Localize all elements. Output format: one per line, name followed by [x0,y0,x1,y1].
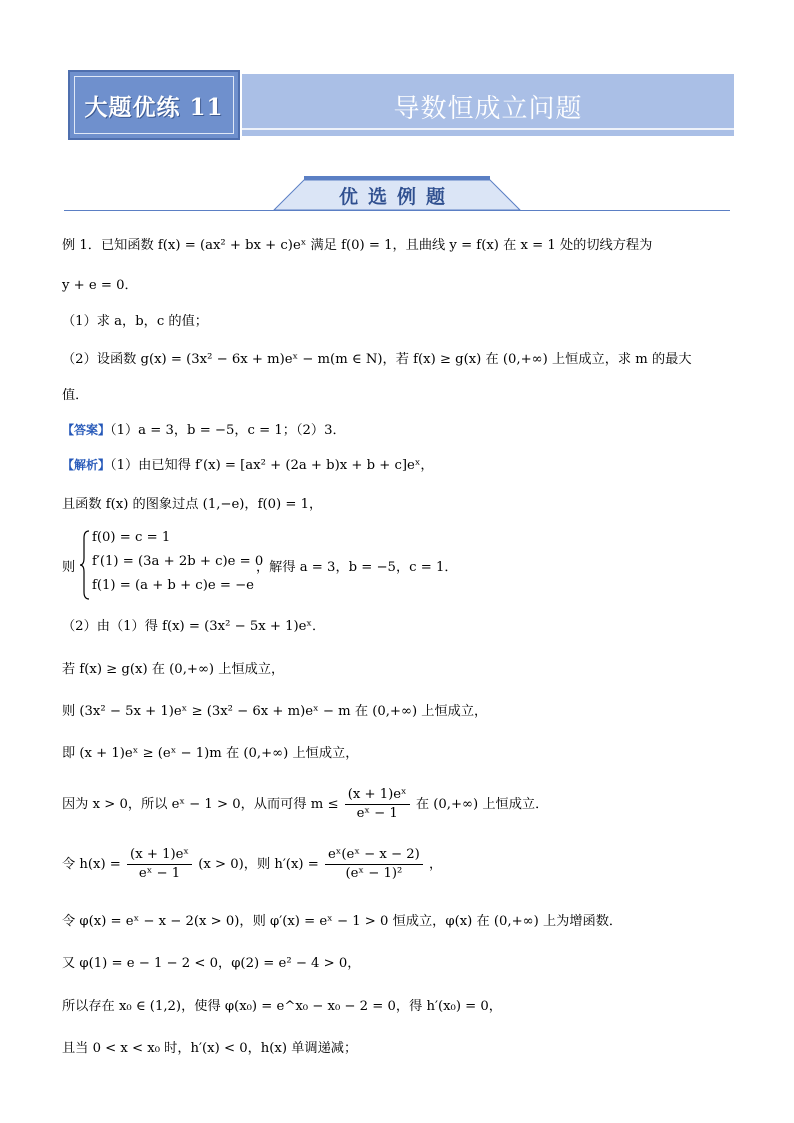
fraction-m-bound [345,786,410,823]
solution-line-4: 若 f(x) ≥ g(x) 在 (0,+∞) 上恒成立， [62,662,285,677]
solution-tag: 【解析】 [62,458,111,472]
system-eq-1: f(0) = c = 1 [92,530,171,545]
problem-statement: 例 1．已知函数 f(x) = (ax² + bx + c)eˣ 满足 f(0) = 1，且曲线 y = f(x) 在 x = 1 处的切线方程为 [62,238,653,253]
solution-line-12: 且当 0 < x < x₀ 时，h′(x) < 0，h(x) 单调递减； [62,1041,358,1056]
fraction-h-prime [325,846,423,883]
answer-tag: 【答案】 [62,423,111,437]
system-result: ，解得 a = 3，b = −5，c = 1． [256,560,458,575]
fraction-hp-denominator: (eˣ − 1)² [345,866,403,881]
solution-line-7 [62,786,548,823]
solution-line-5: 则 (3x² − 5x + 1)eˣ ≥ (3x² − 6x + m)eˣ − m 在 (0,+∞) 上恒成立， [62,704,488,719]
section-title: 优选例题 [338,186,455,208]
fraction-hp-numerator: eˣ(eˣ − x − 2) [325,846,423,865]
solution-text-1: （1）由已知得 f′(x) = [ax² + (2a + b)x + b + c]eˣ， [110,458,434,473]
solution-line-10: 又 φ(1) = e − 1 − 2 < 0，φ(2) = e² − 4 > 0， [62,956,361,971]
question-2-cont: 值． [62,388,89,403]
solution-line-11: 所以存在 x₀ ∈ (1,2)，使得 φ(x₀) = e^x₀ − x₀ − 2 = 0，得 h′(x₀) = 0， [62,999,502,1014]
line8-text-c: ， [428,857,443,872]
section-rule [64,210,730,211]
answer-text: （1）a = 3，b = −5，c = 1；（2）3． [110,423,346,438]
system-eq-2: f′(1) = (3a + 2b + c)e = 0 [92,554,264,569]
line7-text-a: 因为 x > 0，所以 eˣ − 1 > 0，从而可得 m ≤ [62,797,339,812]
question-2: （2）设函数 g(x) = (3x² − 6x + m)eˣ − m(m ∈ N)，若 f(x) ≥ g(x) 在 (0,+∞) 上恒成立，求 m 的最大 [62,352,692,367]
banner-label-box [68,70,240,140]
solution-line-9: 令 φ(x) = eˣ − x − 2(x > 0)，则 φ′(x) = eˣ − 1 > 0 恒成立，φ(x) 在 (0,+∞) 上为增函数． [62,914,623,929]
fraction-h-denominator: eˣ − 1 [138,866,181,881]
fraction-h [127,846,192,883]
solution-line-2: 且函数 f(x) 的图象过点 (1,−e)，f(0) = 1， [62,497,323,512]
line8-text-a: 令 h(x) = [62,857,121,872]
fraction-denominator: eˣ − 1 [356,806,398,821]
problem-statement-cont: y + e = 0． [62,278,138,293]
equation-system [62,528,582,602]
section-header [64,170,730,214]
question-1: （1）求 a，b，c 的值； [62,314,208,329]
system-prefix: 则 [62,560,76,575]
page-title: 导数恒成立问题 [393,94,583,124]
fraction-h-numerator: (x + 1)eˣ [127,846,192,865]
left-brace [80,530,90,600]
solution-line-8 [62,846,442,883]
title-banner [68,70,734,140]
system-eq-3: f(1) = (a + b + c)e = −e [92,578,254,593]
line8-text-b: (x > 0)，则 h′(x) = [198,857,319,872]
answer-line [62,420,346,441]
line7-text-b: 在 (0,+∞) 上恒成立． [415,797,549,812]
solution-line-1 [62,455,434,476]
solution-line-6: 即 (x + 1)eˣ ≥ (eˣ − 1)m 在 (0,+∞) 上恒成立， [62,746,359,761]
solution-line-3: （2）由（1）得 f(x) = (3x² − 5x + 1)eˣ． [62,619,326,634]
banner-label: 大题优练 11 [84,94,224,121]
fraction-numerator: (x + 1)eˣ [345,786,410,805]
